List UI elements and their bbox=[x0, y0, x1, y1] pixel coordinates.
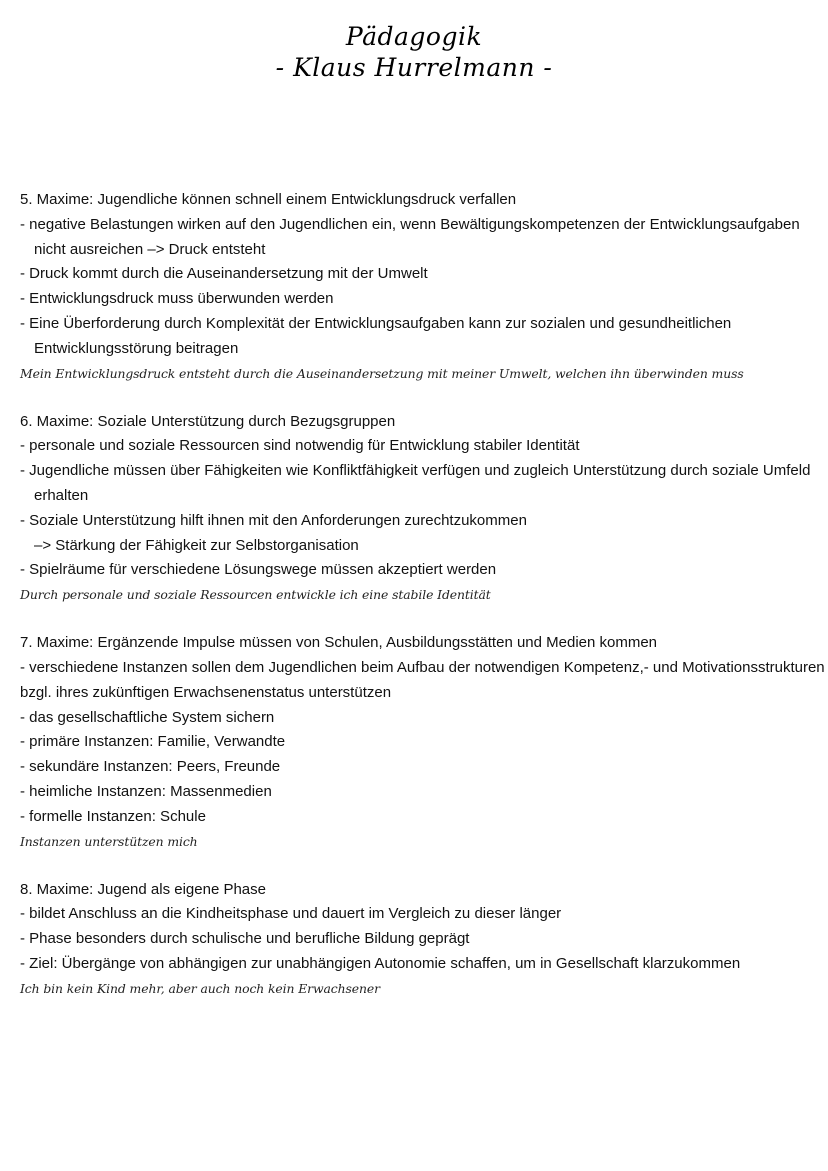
document-body bbox=[20, 188, 825, 1025]
section-maxime-5 bbox=[20, 188, 810, 386]
page-subtitle: - Klaus Hurrelmann - bbox=[275, 53, 553, 82]
handwritten-note: Ich bin kein Kind mehr, aber auch noch kein Erwachsener bbox=[20, 980, 380, 996]
section-maxime-6 bbox=[20, 410, 810, 608]
bullet-line: - sekundäre Instanzen: Peers, Freunde bbox=[20, 758, 281, 776]
bullet-line: - Druck kommt durch die Auseinandersetzung mit der Umwelt bbox=[20, 265, 428, 283]
bullet-line: - das gesellschaftliche System sichern bbox=[20, 708, 275, 726]
bullet-line: - Entwicklungsdruck muss überwunden werden bbox=[20, 290, 334, 308]
handwritten-note: Instanzen unterstützen mich bbox=[20, 833, 198, 849]
bullet-line: - Phase besonders durch schulische und berufliche Bildung geprägt bbox=[20, 930, 470, 948]
handwritten-note: Mein Entwicklungsdruck entsteht durch die Auseinandersetzung mit meiner Umwelt, welchen ihn überwinden muss bbox=[20, 365, 744, 381]
bullet-line: - Ziel: Übergänge von abhängigen zur unabhängigen Autonomie schaffen, um in Gesellschaft klarzukommen bbox=[20, 954, 741, 972]
section-heading: 7. Maxime: Ergänzende Impulse müssen von Schulen, Ausbildungsstätten und Medien kommen bbox=[20, 634, 658, 652]
continuation-line: Entwicklungsstörung beitragen bbox=[34, 339, 239, 357]
handwritten-note: Durch personale und soziale Ressourcen entwickle ich eine stabile Identität bbox=[20, 587, 491, 603]
page-title: Pädagogik bbox=[345, 22, 483, 51]
bullet-line: - personale und soziale Ressourcen sind notwendig für Entwicklung stabiler Identität bbox=[20, 437, 580, 455]
continuation-line: erhalten bbox=[34, 486, 89, 504]
continuation-line: bzgl. ihres zukünftigen Erwachsenenstatus unterstützen bbox=[20, 683, 392, 701]
document-header bbox=[0, 22, 828, 84]
bullet-line: - Jugendliche müssen über Fähigkeiten wie Konfliktfähigkeit verfügen und zugleich Unterstützung durch soziale Umfeld bbox=[20, 462, 811, 480]
bullet-line: - formelle Instanzen: Schule bbox=[20, 807, 206, 825]
bullet-line: - bildet Anschluss an die Kindheitsphase und dauert im Vergleich zu dieser länger bbox=[20, 905, 562, 923]
continuation-line: –> Stärkung der Fähigkeit zur Selbstorganisation bbox=[34, 536, 359, 554]
bullet-line: - heimliche Instanzen: Massenmedien bbox=[20, 782, 272, 800]
bullet-line: - verschiedene Instanzen sollen dem Jugendlichen beim Aufbau der notwendigen Kompetenz,- und Motivationsstrukturen bbox=[20, 658, 825, 676]
bullet-line: - negative Belastungen wirken auf den Jugendlichen ein, wenn Bewältigungskompetenzen der Entwicklungsaufgaben bbox=[20, 215, 800, 233]
bullet-line: - Eine Überforderung durch Komplexität der Entwicklungsaufgaben kann zur sozialen und gesundheitlichen bbox=[20, 314, 732, 332]
continuation-line: nicht ausreichen –> Druck entsteht bbox=[34, 240, 266, 258]
section-heading: 5. Maxime: Jugendliche können schnell einem Entwicklungsdruck verfallen bbox=[20, 191, 517, 208]
bullet-line: - Soziale Unterstützung hilft ihnen mit den Anforderungen zurechtzukommen bbox=[20, 511, 527, 529]
section-maxime-7 bbox=[20, 631, 825, 853]
bullet-line: - primäre Instanzen: Familie, Verwandte bbox=[20, 733, 286, 751]
bullet-line: - Spielräume für verschiedene Lösungswege müssen akzeptiert werden bbox=[20, 561, 497, 579]
section-maxime-8 bbox=[20, 878, 810, 1001]
section-heading: 8. Maxime: Jugend als eigene Phase bbox=[20, 880, 266, 898]
section-heading: 6. Maxime: Soziale Unterstützung durch Bezugsgruppen bbox=[20, 412, 396, 430]
